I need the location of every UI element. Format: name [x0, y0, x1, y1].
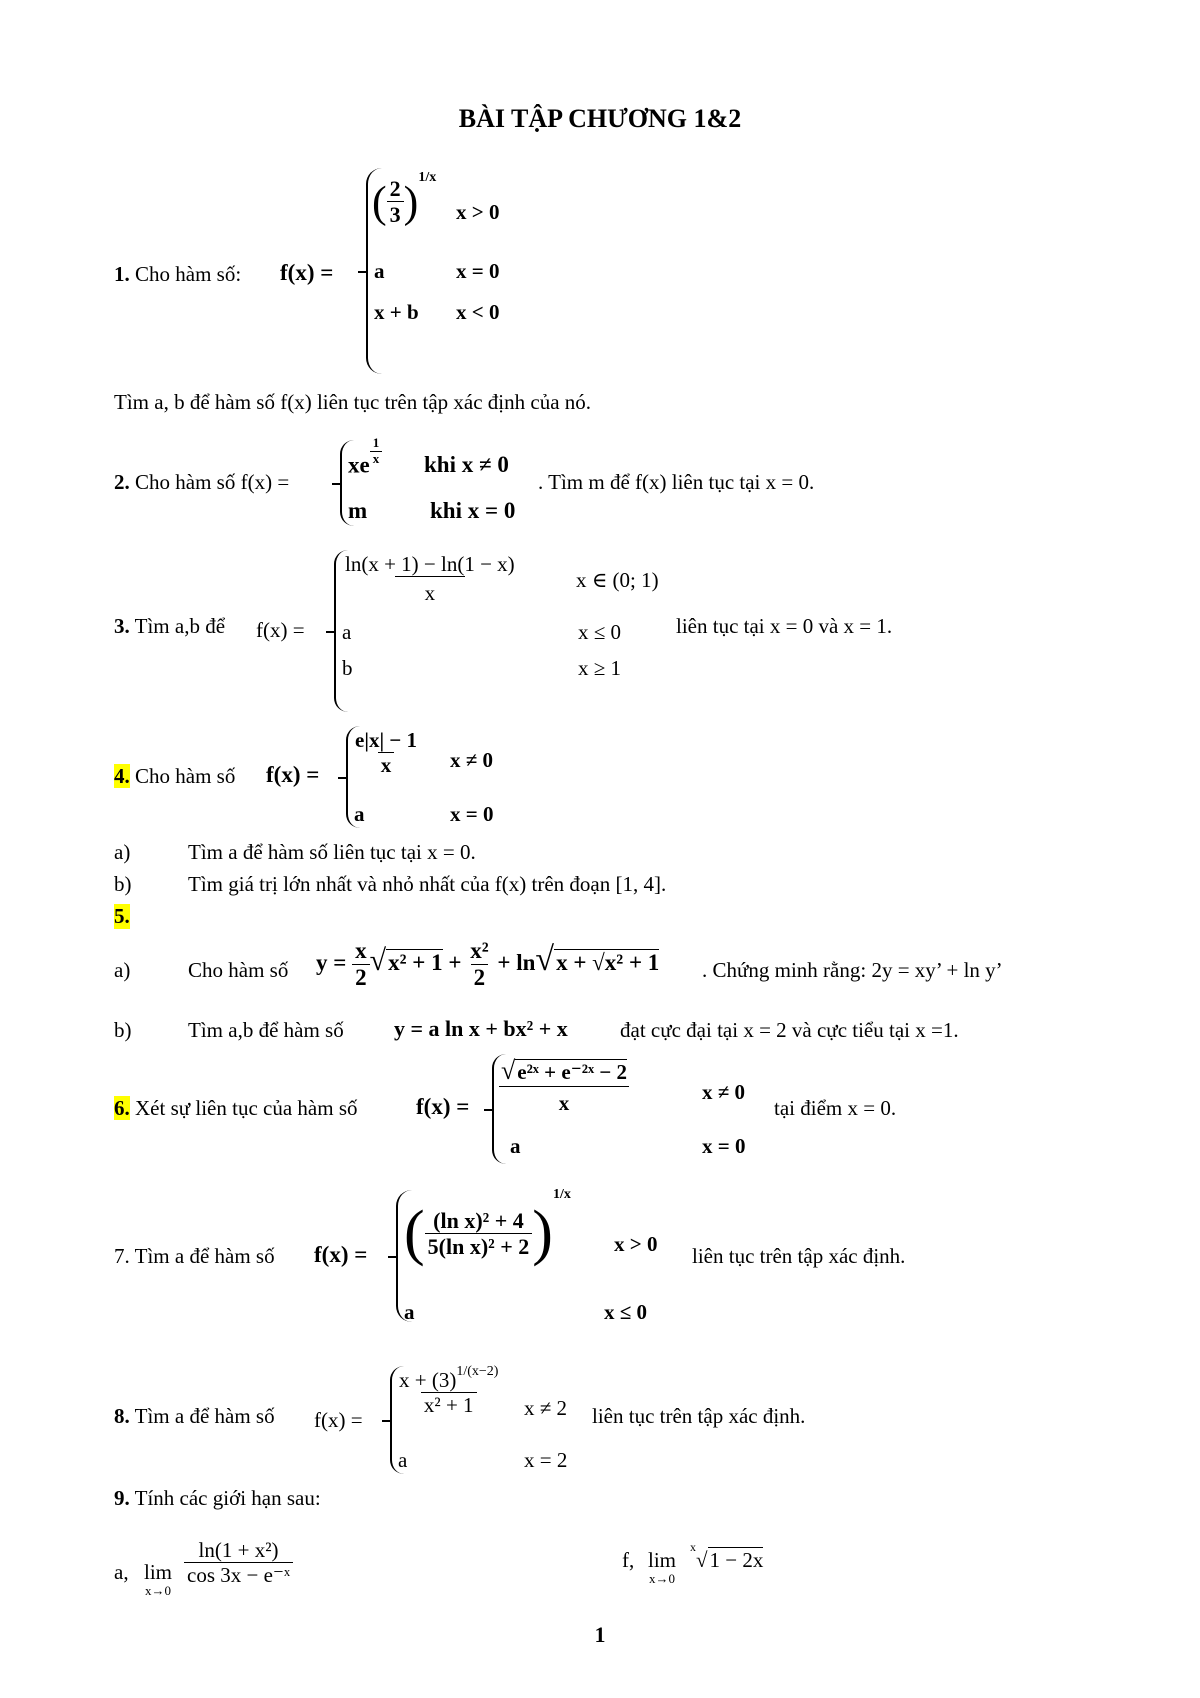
- problem-5b-label: b): [114, 1018, 132, 1042]
- problem-8-task: liên tục trên tập xác định.: [592, 1404, 806, 1428]
- problem-6-fraction: $\frac{\text{√e²ˣ + e⁻²ˣ − 2}}{x}$: [498, 1056, 630, 1115]
- problem-8-case1-cond: x ≠ 2: [524, 1396, 568, 1420]
- problem-6-intro: [114, 1096, 358, 1121]
- problem-4-intro: [114, 764, 235, 789]
- problem-4b-label: b): [114, 872, 132, 896]
- problem-7-intro: [114, 1244, 275, 1269]
- problem-1-case1-fraction: $\frac{2}{3}$: [387, 176, 404, 228]
- problem-2-text: Cho hàm số f(x) =: [135, 470, 290, 494]
- problem-3-number: 3.: [114, 614, 130, 638]
- problem-4-fx: f(x) =: [266, 762, 320, 787]
- problem-3-case2-cond: x ≤ 0: [578, 620, 622, 644]
- problem-3-task: liên tục tại x = 0 và x = 1.: [676, 614, 893, 638]
- problem-1-case1-expr: ( $\frac{2}{3}$ )$^{1/x}$: [372, 169, 437, 228]
- problem-1-case3-cond: x < 0: [456, 300, 500, 324]
- problem-6-case2-cond: x = 0: [702, 1134, 746, 1158]
- problem-9-intro: [114, 1486, 321, 1511]
- problem-4-case2-cond: x = 0: [450, 802, 494, 826]
- problem-2-case1-expr: xe $\frac{1}{x}$: [348, 452, 382, 483]
- problem-6-case2-expr: a: [510, 1134, 521, 1158]
- problem-6-fx: f(x) =: [416, 1094, 470, 1119]
- problem-4a-text: Tìm a để hàm số liên tục tại x = 0.: [188, 840, 476, 864]
- problem-9f-expr: $^x$√1 − 2x: [690, 1540, 764, 1572]
- problem-3-intro: [114, 614, 225, 639]
- problem-9a-label: a,: [114, 1560, 129, 1584]
- problem-3-case1-cond: x ∈ (0; 1): [576, 568, 659, 592]
- problem-2-case2-expr: m: [348, 498, 368, 523]
- problem-9a-expr: [184, 1538, 293, 1587]
- problem-6-task: tại điểm x = 0.: [774, 1096, 897, 1120]
- problem-8-case2-expr: a: [398, 1448, 408, 1472]
- problem-3-fx: f(x) =: [256, 618, 305, 642]
- problem-8-fraction: $\frac{x + (3)^{1/(x-2)}}{\text{x² + 1}}$: [399, 1364, 499, 1418]
- problem-4-number: 4.: [114, 764, 130, 788]
- problem-1-intro: [114, 262, 241, 287]
- problem-9a-lim: lim x→0: [144, 1560, 173, 1599]
- problem-8-case1-expr: [396, 1364, 501, 1418]
- problem-4-text: Cho hàm số: [135, 764, 236, 788]
- problem-5a-formula: y = $\frac{x}{2}$ √x² + 1 + $\frac{\text{x²}}{2}$ + ln√x + √x² + 1: [316, 938, 660, 991]
- problem-7-text: Tìm a để hàm số: [134, 1244, 275, 1268]
- problem-9a-limit: [144, 1560, 172, 1599]
- problem-7-case2-cond: x ≤ 0: [604, 1300, 648, 1324]
- problem-7-case1-expr: ( $\frac{\text{(ln x)² + 4}}{\text{5(ln x)² + 2}}$ )$^{1/x}$: [404, 1187, 571, 1267]
- problem-7-case2-expr: a: [404, 1300, 415, 1324]
- problem-7-fx: f(x) =: [314, 1242, 368, 1267]
- problem-1-task: Tìm a, b để hàm số f(x) liên tục trên tập xác định của nó.: [114, 390, 592, 414]
- problem-6-number: 6.: [114, 1096, 130, 1120]
- problem-7-task: liên tục trên tập xác định.: [692, 1244, 906, 1268]
- problem-1-case2-cond: x = 0: [456, 259, 500, 283]
- problem-2-case2-cond: khi x = 0: [430, 498, 516, 523]
- page-number: 1: [594, 1622, 606, 1647]
- problem-5a-label: a): [114, 958, 131, 982]
- problem-2-intro: [114, 470, 289, 495]
- problem-3-case1-expr: [342, 552, 518, 605]
- problem-8-intro: [114, 1404, 275, 1429]
- problem-5b-formula: y = a ln x + bx² + x: [394, 1016, 568, 1041]
- problem-7-case1-cond: x > 0: [614, 1232, 658, 1256]
- problem-1-case3-expr: x + b: [374, 300, 419, 324]
- problem-4b-text: Tìm giá trị lớn nhất và nhỏ nhất của f(x) trên đoạn [1, 4].: [188, 872, 667, 896]
- problem-2-exponent: $\frac{1}{x}$: [370, 436, 383, 467]
- problem-7-number: 7.: [114, 1244, 130, 1268]
- problem-3-case2-expr: a: [342, 620, 352, 644]
- problem-8-number: 8.: [114, 1404, 130, 1428]
- page-title: BÀI TẬP CHƯƠNG 1&2: [458, 104, 742, 133]
- problem-9-text: Tính các giới hạn sau:: [134, 1486, 321, 1510]
- problem-4-case1-expr: [352, 728, 420, 777]
- problem-3-fraction: $\frac{\ln(x + 1) - \ln(1 - x)}{x}$: [345, 552, 515, 606]
- problem-6-case1-expr: [498, 1056, 630, 1115]
- problem-1-case2-expr: a: [374, 259, 385, 283]
- problem-8-fx: f(x) =: [314, 1408, 363, 1432]
- problem-7-fraction: $\frac{\text{(ln x)² + 4}}{\text{5(ln x)² + 2}}$: [425, 1208, 533, 1260]
- problem-2-number: 2.: [114, 470, 130, 494]
- problem-1-fx: f(x) =: [280, 260, 334, 285]
- problem-5b-task: đạt cực đại tại x = 2 và cực tiểu tại x =1.: [620, 1018, 959, 1042]
- problem-4-fraction: $\frac{e|x| - 1}{x}$: [355, 728, 418, 778]
- problem-5a-intro: Cho hàm số: [188, 958, 289, 982]
- problem-6-case1-cond: x ≠ 0: [702, 1080, 746, 1104]
- problem-4-case2-expr: a: [354, 802, 365, 826]
- problem-8-case2-cond: x = 2: [524, 1448, 568, 1472]
- problem-9f-label: f,: [622, 1548, 635, 1572]
- problem-5-number: 5.: [114, 904, 130, 928]
- problem-1-text: Cho hàm số:: [135, 262, 242, 286]
- problem-1-case1-cond: x > 0: [456, 200, 500, 224]
- problem-5a-task: . Chứng minh rằng: 2y = xy’ + ln y’: [702, 958, 1003, 982]
- problem-5b-intro: Tìm a,b để hàm số: [188, 1018, 344, 1042]
- problem-4-case1-cond: x ≠ 0: [450, 748, 494, 772]
- problem-4a-label: a): [114, 840, 131, 864]
- problem-3-case3-expr: b: [342, 656, 353, 680]
- problem-6-text: Xét sự liên tục của hàm số: [135, 1096, 358, 1120]
- problem-2-case1-cond: khi x ≠ 0: [424, 452, 509, 477]
- problem-8-text: Tìm a để hàm số: [134, 1404, 275, 1428]
- problem-9f-lim: lim x→0: [648, 1548, 677, 1587]
- problem-9a-fraction: $\frac{\text{ln(1 + x²)}}{\text{cos 3x − e⁻ˣ}}$: [184, 1538, 293, 1587]
- problem-1-number: 1.: [114, 262, 130, 286]
- problem-3-text: Tìm a,b để: [134, 614, 226, 638]
- problem-9f-limit: [648, 1548, 676, 1587]
- problem-3-case3-cond: x ≥ 1: [578, 656, 622, 680]
- problem-2-task: . Tìm m để f(x) liên tục tại x = 0.: [538, 470, 815, 494]
- problem-9-number: 9.: [114, 1486, 130, 1510]
